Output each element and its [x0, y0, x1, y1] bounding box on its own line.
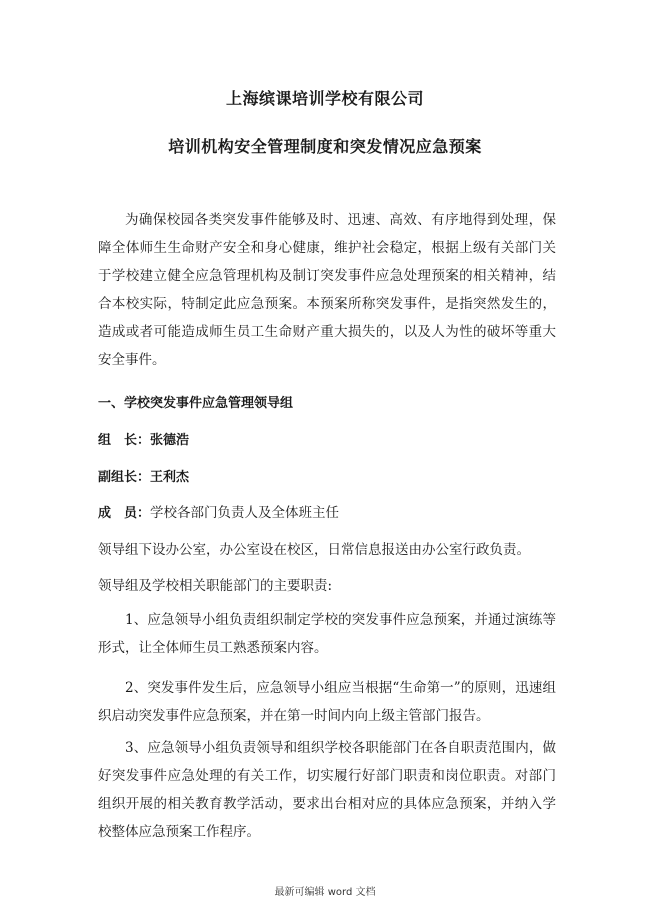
members-label: 成 员： — [98, 506, 151, 521]
page-footer: 最新可编辑 word 文档 — [274, 887, 376, 898]
members-value: 学校各部门负责人及全体班主任 — [150, 505, 340, 521]
leader-name: 张德浩 — [150, 433, 190, 448]
deputy-row — [98, 467, 568, 488]
deputy-label: 副组长： — [98, 470, 151, 485]
duties-intro: 领导组及学校相关职能部门的主要职责: — [98, 578, 333, 594]
deputy-name: 王利杰 — [150, 470, 190, 485]
intro-paragraph: 为确保校园各类突发事件能够及时、迅速、高效、有序地得到处理，保障全体师生生命财产安全和身心健康，维护社会稳定，根据上级有关部门关于学校建立健全应急管理机构及制订突发事件应急处理预案的相关精神，结合本校实际，特制定此应急预案。本预案所称突发事件，是指突然发生的，造成或者可能造成师生员工生命财产重大损失的，以及人为性的破坏等重大安全事件。 — [98, 212, 556, 368]
members-row — [98, 503, 568, 524]
office-note: 领导组下设办公室，办公室设在校区，日常信息报送由办公室行政负责。 — [98, 542, 530, 558]
leader-row — [98, 430, 568, 451]
organization-title: 上海缤课培训学校有限公司 — [225, 89, 424, 108]
section-heading: 一、学校突发事件应急管理领导组 — [98, 396, 294, 411]
duty-item-1: 1、应急领导小组负责组织制定学校的突发事件应急预案，并通过演练等形式，让全体师生员工熟悉预案内容。 — [98, 612, 556, 656]
leader-label: 组 长： — [98, 433, 151, 448]
document-title: 培训机构安全管理制度和突发情况应急预案 — [168, 137, 482, 156]
duty-item-3: 3、应急领导小组负责领导和组织学校各职能部门在各自职责范围内，做好突发事件应急处理的有关工作，切实履行好部门职责和岗位职责。对部门组织开展的相关教育教学活动，要求出台相对应的具体应急预案，并纳入学校整体应急预案工作程序。 — [98, 740, 556, 840]
duty-item-2: 2、突发事件发生后，应急领导小组应当根据“生命第一”的原则，迅速组织启动突发事件应急预案，并在第一时间内向上级主管部门报告。 — [98, 680, 556, 724]
